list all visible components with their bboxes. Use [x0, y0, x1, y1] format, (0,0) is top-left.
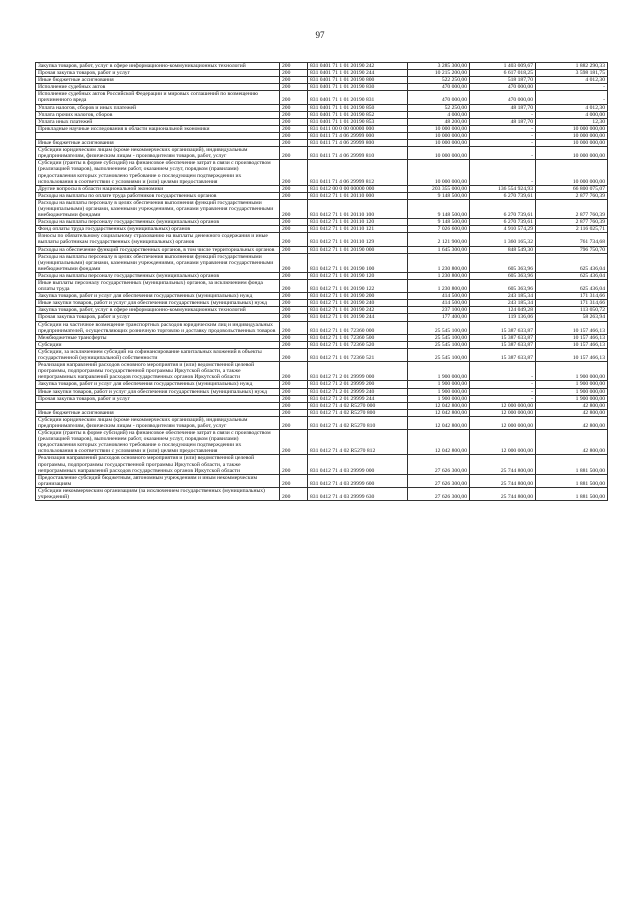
- row-unexecuted-cell: 42 800,00: [536, 430, 608, 455]
- table-row: [36, 132, 608, 139]
- row-executed-cell: 119 136,06: [470, 314, 536, 321]
- row-approved-cell: 12 042 800,00: [408, 430, 470, 455]
- row-executed-cell: -: [470, 111, 536, 118]
- row-code-cell: 200: [280, 233, 308, 246]
- row-code-cell: 200: [280, 416, 308, 429]
- row-approved-cell: 52 250,00: [408, 104, 470, 111]
- row-kbk-cell: 831 0401 71 1 01 20190 244: [308, 70, 408, 77]
- row-unexecuted-cell: 10 000 000,00: [536, 160, 608, 185]
- row-kbk-cell: 831 0412 71 4 03 29999 600: [308, 474, 408, 487]
- row-executed-cell: 25 744 800,00: [470, 487, 536, 500]
- row-name-cell: Субсидии: [36, 341, 280, 348]
- page-number: 97: [315, 30, 325, 40]
- row-unexecuted-cell: 10 157 466,13: [536, 348, 608, 361]
- row-code-cell: 200: [280, 272, 308, 279]
- row-unexecuted-cell: 796 750,70: [536, 246, 608, 253]
- row-code-cell: 200: [280, 140, 308, 147]
- row-approved-cell: 177 400,00: [408, 314, 470, 321]
- row-approved-cell: 1 900 000,00: [408, 362, 470, 381]
- row-unexecuted-cell: 1 900 000,00: [536, 395, 608, 402]
- row-unexecuted-cell: 10 000 000,00: [536, 147, 608, 160]
- row-name-cell: Фонд оплаты труда государственных (муниципальных) органов: [36, 226, 280, 233]
- row-unexecuted-cell: 1 882 290,33: [536, 63, 608, 70]
- row-kbk-cell: 831 0412 71 2 01 29999 200: [308, 381, 408, 388]
- table-row: [36, 487, 608, 500]
- table-row: [36, 272, 608, 279]
- table-row: [36, 185, 608, 192]
- row-approved-cell: 25 545 100,00: [408, 334, 470, 341]
- row-executed-cell: 25 744 800,00: [470, 455, 536, 474]
- row-approved-cell: 1 900 000,00: [408, 381, 470, 388]
- row-code-cell: 200: [280, 185, 308, 192]
- row-unexecuted-cell: 4 012,30: [536, 104, 608, 111]
- table-row: [36, 474, 608, 487]
- row-approved-cell: 27 626 300,00: [408, 487, 470, 500]
- row-kbk-cell: 831 0412 71 1 01 20190 200: [308, 293, 408, 300]
- row-kbk-cell: 831 0412 71 1 01 72360 000: [308, 321, 408, 334]
- row-name-cell: Другие вопросы в области национальной экономики: [36, 185, 280, 192]
- row-approved-cell: 2 121 900,00: [408, 233, 470, 246]
- row-unexecuted-cell: -: [536, 84, 608, 91]
- table-row: [36, 160, 608, 185]
- row-approved-cell: 1 230 800,00: [408, 280, 470, 293]
- row-kbk-cell: 831 0412 71 4 02 R5270 000: [308, 402, 408, 409]
- row-approved-cell: 1 900 000,00: [408, 395, 470, 402]
- row-approved-cell: 1 645 300,00: [408, 246, 470, 253]
- row-executed-cell: -: [470, 160, 536, 185]
- row-unexecuted-cell: 2 877 760,39: [536, 199, 608, 218]
- row-executed-cell: 48 187,70: [470, 118, 536, 125]
- row-unexecuted-cell: 171 314,66: [536, 293, 608, 300]
- row-name-cell: Иные закупки товаров, работ и услуг для обеспечения государственных (муниципальных) нужд: [36, 388, 280, 395]
- table-row: [36, 140, 608, 147]
- row-approved-cell: 414 500,00: [408, 300, 470, 307]
- row-name-cell: Расходы на выплаты по оплате труда работников государственных органов: [36, 192, 280, 199]
- table-row: [36, 321, 608, 334]
- row-approved-cell: 25 545 100,00: [408, 341, 470, 348]
- row-code-cell: 200: [280, 226, 308, 233]
- row-name-cell: Закупка товаров, работ, услуг в сфере информационно-коммуникационных технологий: [36, 63, 280, 70]
- table-row: [36, 125, 608, 132]
- row-kbk-cell: 831 0401 71 1 01 20190 830: [308, 84, 408, 91]
- row-unexecuted-cell: 10 000 000,00: [536, 132, 608, 139]
- row-approved-cell: 27 626 300,00: [408, 474, 470, 487]
- row-unexecuted-cell: 1 881 500,00: [536, 455, 608, 474]
- row-name-cell: Прикладные научные исследования в области национальной экономики: [36, 125, 280, 132]
- row-unexecuted-cell: -: [536, 91, 608, 104]
- row-approved-cell: 9 148 500,00: [408, 199, 470, 218]
- row-name-cell: Иные бюджетные ассигнования: [36, 77, 280, 84]
- row-kbk-cell: 831 0412 71 4 03 29999 630: [308, 487, 408, 500]
- row-approved-cell: 10 000 000,00: [408, 160, 470, 185]
- row-code-cell: 200: [280, 63, 308, 70]
- row-kbk-cell: 831 0401 71 1 01 20190 800: [308, 77, 408, 84]
- row-executed-cell: 605 363,96: [470, 280, 536, 293]
- row-kbk-cell: 831 0401 71 1 01 20190 831: [308, 91, 408, 104]
- table-row: [36, 381, 608, 388]
- row-code-cell: 200: [280, 487, 308, 500]
- row-unexecuted-cell: 113 050,72: [536, 307, 608, 314]
- row-kbk-cell: 831 0401 71 1 01 20190 242: [308, 63, 408, 70]
- row-unexecuted-cell: 10 157 466,13: [536, 321, 608, 334]
- row-approved-cell: 10 000 000,00: [408, 125, 470, 132]
- row-unexecuted-cell: 2 877 760,39: [536, 219, 608, 226]
- row-executed-cell: 470 000,00: [470, 84, 536, 91]
- row-name-cell: Межбюджетные трансферты: [36, 334, 280, 341]
- row-unexecuted-cell: 1 881 500,00: [536, 487, 608, 500]
- row-unexecuted-cell: 4 012,30: [536, 77, 608, 84]
- row-code-cell: 200: [280, 199, 308, 218]
- budget-execution-table: [35, 62, 608, 501]
- row-unexecuted-cell: 4 000,00: [536, 111, 608, 118]
- row-approved-cell: 25 545 100,00: [408, 348, 470, 361]
- row-kbk-cell: 831 0411 71 4 06 29999 800: [308, 140, 408, 147]
- row-kbk-cell: 831 0412 00 0 00 00000 000: [308, 185, 408, 192]
- table-row: [36, 348, 608, 361]
- row-unexecuted-cell: 42 800,00: [536, 409, 608, 416]
- table-row: [36, 416, 608, 429]
- table-row: [36, 334, 608, 341]
- table-row: [36, 84, 608, 91]
- table-row: [36, 362, 608, 381]
- row-code-cell: 200: [280, 474, 308, 487]
- row-executed-cell: 12 000 000,00: [470, 416, 536, 429]
- row-executed-cell: 136 554 924,93: [470, 185, 536, 192]
- row-executed-cell: 48 187,70: [470, 104, 536, 111]
- row-code-cell: 200: [280, 455, 308, 474]
- table-row: [36, 192, 608, 199]
- row-executed-cell: 12 000 000,00: [470, 430, 536, 455]
- row-code-cell: 200: [280, 219, 308, 226]
- row-approved-cell: 522 250,00: [408, 77, 470, 84]
- row-executed-cell: 25 744 800,00: [470, 474, 536, 487]
- row-unexecuted-cell: 1 900 000,00: [536, 388, 608, 395]
- row-executed-cell: 15 387 633,87: [470, 348, 536, 361]
- row-kbk-cell: 831 0412 71 1 01 20110 100: [308, 199, 408, 218]
- row-code-cell: 200: [280, 84, 308, 91]
- row-executed-cell: 605 363,96: [470, 253, 536, 272]
- row-kbk-cell: 831 0412 71 1 01 20190 120: [308, 272, 408, 279]
- row-name-cell: Субсидии на частичное возмещение транспортных расходов юридическим лиц и индивидуальных предпринимателей, осуществляющих розничную торговлю и доставку продовольственных товаров: [36, 321, 280, 334]
- row-name-cell: Субсидии (гранты в форме субсидий) на финансовое обеспечение затрат в связи с производством (реализацией товаров), выполнением работ, оказанием услуг, порядком (правилами) предоставления которых установлено требование о последующем подтверждении их использования в соответствии с условиями и (или) целями предоставления: [36, 430, 280, 455]
- row-executed-cell: 15 387 633,87: [470, 321, 536, 334]
- row-kbk-cell: 831 0412 71 1 01 20110 120: [308, 219, 408, 226]
- row-unexecuted-cell: 10 157 466,13: [536, 341, 608, 348]
- row-name-cell: Субсидии юридическим лицам (кроме некоммерческих организаций), индивидуальным предпринимателям, физическим лицам - производителям товаров, работ, услуг: [36, 147, 280, 160]
- row-executed-cell: 243 185,34: [470, 293, 536, 300]
- row-unexecuted-cell: 625 436,04: [536, 253, 608, 272]
- row-code-cell: 200: [280, 70, 308, 77]
- row-unexecuted-cell: 3 598 181,75: [536, 70, 608, 77]
- table-row: [36, 118, 608, 125]
- row-kbk-cell: 831 0412 71 1 01 72360 500: [308, 334, 408, 341]
- table-row: [36, 219, 608, 226]
- row-code-cell: 200: [280, 307, 308, 314]
- row-name-cell: Закупка товаров, работ и услуг для обеспечения государственных (муниципальных) нужд: [36, 293, 280, 300]
- row-name-cell: [36, 402, 280, 409]
- row-name-cell: Иные закупки товаров, работ и услуг для обеспечения государственных (муниципальных) нужд: [36, 300, 280, 307]
- row-executed-cell: -: [470, 381, 536, 388]
- table-row: [36, 253, 608, 272]
- row-code-cell: 200: [280, 402, 308, 409]
- row-name-cell: Закупка товаров, работ и услуг для обеспечения государственных (муниципальных) нужд: [36, 381, 280, 388]
- row-unexecuted-cell: 10 000 000,00: [536, 140, 608, 147]
- row-code-cell: 200: [280, 293, 308, 300]
- row-unexecuted-cell: 12,30: [536, 118, 608, 125]
- row-name-cell: Расходы на выплаты персоналу в целях обеспечения выполнения функций государственными (муниципальными) органами, казенными учреждениями, органами управления государственными внебюджетными фондами: [36, 253, 280, 272]
- row-executed-cell: 1 403 009,67: [470, 63, 536, 70]
- table-row: [36, 307, 608, 314]
- row-kbk-cell: 831 0412 71 1 01 20110 129: [308, 233, 408, 246]
- table-row: [36, 104, 608, 111]
- row-unexecuted-cell: 42 800,00: [536, 416, 608, 429]
- row-name-cell: Расходы на выплаты персоналу государственных (муниципальных) органов: [36, 272, 280, 279]
- row-executed-cell: 6 270 739,61: [470, 199, 536, 218]
- row-kbk-cell: 831 0412 71 4 02 R5270 800: [308, 409, 408, 416]
- row-executed-cell: 124 049,28: [470, 307, 536, 314]
- row-name-cell: Уплата иных платежей: [36, 118, 280, 125]
- row-kbk-cell: 831 0412 71 1 01 72360 521: [308, 348, 408, 361]
- row-executed-cell: 243 185,34: [470, 300, 536, 307]
- row-executed-cell: 6 270 739,61: [470, 192, 536, 199]
- row-code-cell: 200: [280, 132, 308, 139]
- table-row: [36, 147, 608, 160]
- row-executed-cell: -: [470, 132, 536, 139]
- row-executed-cell: -: [470, 388, 536, 395]
- row-code-cell: 200: [280, 314, 308, 321]
- row-approved-cell: 3 285 300,00: [408, 63, 470, 70]
- row-code-cell: 200: [280, 104, 308, 111]
- table-row: [36, 70, 608, 77]
- row-kbk-cell: 831 0412 71 4 02 R5270 810: [308, 416, 408, 429]
- row-approved-cell: 7 026 600,00: [408, 226, 470, 233]
- row-kbk-cell: 831 0412 71 2 01 29999 244: [308, 395, 408, 402]
- table-row: [36, 293, 608, 300]
- row-name-cell: Субсидии юридическим лицам (кроме некоммерческих организаций), индивидуальным предпринимателям, физическим лицам - производителям товаров, работ, услуг: [36, 416, 280, 429]
- row-code-cell: 200: [280, 348, 308, 361]
- table-row: [36, 300, 608, 307]
- row-executed-cell: -: [470, 125, 536, 132]
- table-row: [36, 91, 608, 104]
- row-code-cell: 200: [280, 91, 308, 104]
- row-name-cell: Субсидии (гранты в форме субсидий) на финансовое обеспечение затрат в связи с производством (реализацией товаров), выполнением работ, оказанием услуг, порядком (правилами) предоставления которых установлено требование о последующем подтверждении их использования в соответствии с условиями и (или) целями предоставления: [36, 160, 280, 185]
- row-approved-cell: 9 148 500,00: [408, 192, 470, 199]
- row-approved-cell: 203 355 000,00: [408, 185, 470, 192]
- row-executed-cell: -: [470, 140, 536, 147]
- row-approved-cell: 4 000,00: [408, 111, 470, 118]
- row-approved-cell: 12 042 800,00: [408, 416, 470, 429]
- row-unexecuted-cell: 171 314,66: [536, 300, 608, 307]
- row-unexecuted-cell: 10 157 466,13: [536, 334, 608, 341]
- table-row: [36, 111, 608, 118]
- row-approved-cell: 9 148 500,00: [408, 219, 470, 226]
- row-name-cell: Уплата налогов, сборов и иных платежей: [36, 104, 280, 111]
- row-kbk-cell: 831 0412 71 1 01 72360 520: [308, 341, 408, 348]
- row-code-cell: 200: [280, 409, 308, 416]
- row-kbk-cell: 831 0412 71 1 01 20190 100: [308, 253, 408, 272]
- row-approved-cell: 12 042 800,00: [408, 402, 470, 409]
- table-row: [36, 246, 608, 253]
- row-code-cell: 200: [280, 118, 308, 125]
- table-row: [36, 402, 608, 409]
- row-kbk-cell: 831 0412 71 1 01 20190 242: [308, 307, 408, 314]
- row-approved-cell: 10 215 200,00: [408, 70, 470, 77]
- table-row: [36, 455, 608, 474]
- row-executed-cell: -: [470, 395, 536, 402]
- row-approved-cell: 414 500,00: [408, 293, 470, 300]
- row-approved-cell: 12 042 800,00: [408, 409, 470, 416]
- row-kbk-cell: 831 0412 71 4 03 29999 000: [308, 455, 408, 474]
- row-approved-cell: 470 000,00: [408, 84, 470, 91]
- row-approved-cell: 1 230 800,00: [408, 253, 470, 272]
- table-row: [36, 314, 608, 321]
- row-name-cell: Расходы на выплаты персоналу в целях обеспечения выполнения функций государственными (муниципальными) органами, казенными учреждениями, органами управления государственными внебюджетными фондами: [36, 199, 280, 218]
- row-executed-cell: 15 387 633,87: [470, 334, 536, 341]
- row-unexecuted-cell: 2 877 760,39: [536, 192, 608, 199]
- row-kbk-cell: 831 0412 71 1 01 20110 121: [308, 226, 408, 233]
- table-row: [36, 280, 608, 293]
- row-code-cell: 200: [280, 246, 308, 253]
- table-row: [36, 63, 608, 70]
- row-name-cell: Иные бюджетные ассигнования: [36, 140, 280, 147]
- row-executed-cell: 518 187,70: [470, 77, 536, 84]
- row-executed-cell: 6 617 018,25: [470, 70, 536, 77]
- row-unexecuted-cell: 625 436,04: [536, 280, 608, 293]
- row-approved-cell: 48 200,00: [408, 118, 470, 125]
- row-approved-cell: 1 230 800,00: [408, 272, 470, 279]
- row-code-cell: 200: [280, 381, 308, 388]
- row-executed-cell: 6 270 739,61: [470, 219, 536, 226]
- row-code-cell: 200: [280, 395, 308, 402]
- row-name-cell: Взносы по обязательному социальному страхованию на выплаты денежного содержания и иные выплаты работникам государственных (муниципальных) органов: [36, 233, 280, 246]
- row-name-cell: Реализация направлений расходов основного мероприятия и (или) ведомственной целевой программы, подпрограммы государственной программы Иркутской области, а также непрограммных направлений расходов государственных органов Иркутской области: [36, 455, 280, 474]
- row-approved-cell: 10 000 000,00: [408, 140, 470, 147]
- table-row: [36, 341, 608, 348]
- row-approved-cell: 1 900 000,00: [408, 388, 470, 395]
- row-name-cell: Субсидии некоммерческим организациям (за исключением государственных (муниципальных) учреждений): [36, 487, 280, 500]
- row-unexecuted-cell: 2 116 025,71: [536, 226, 608, 233]
- row-name-cell: Закупка товаров, работ, услуг в сфере информационно-коммуникационных технологий: [36, 307, 280, 314]
- row-approved-cell: 10 000 000,00: [408, 132, 470, 139]
- row-approved-cell: 10 000 000,00: [408, 147, 470, 160]
- row-unexecuted-cell: 58 263,94: [536, 314, 608, 321]
- row-kbk-cell: 831 0412 71 1 01 20190 000: [308, 246, 408, 253]
- row-code-cell: 200: [280, 362, 308, 381]
- table-row: [36, 430, 608, 455]
- row-kbk-cell: 831 0412 71 4 02 R5270 812: [308, 430, 408, 455]
- row-name-cell: Прочая закупка товаров, работ и услуг: [36, 395, 280, 402]
- row-executed-cell: 12 000 000,00: [470, 409, 536, 416]
- row-kbk-cell: 831 0411 00 0 00 00000 000: [308, 125, 408, 132]
- row-name-cell: Исполнение судебных актов Российской Федерации и мировых соглашений по возмещению причиненного вреда: [36, 91, 280, 104]
- row-unexecuted-cell: 1 900 000,00: [536, 362, 608, 381]
- row-code-cell: 200: [280, 430, 308, 455]
- row-name-cell: Субсидии, за исключением субсидий на софинансирование капитальных вложений в объекты государственной (муниципальной) собственности: [36, 348, 280, 361]
- row-approved-cell: 25 545 100,00: [408, 321, 470, 334]
- table-row: [36, 395, 608, 402]
- row-name-cell: Прочая закупка товаров, работ и услуг: [36, 70, 280, 77]
- table-body: [36, 63, 608, 501]
- table-row: [36, 199, 608, 218]
- table-row: [36, 388, 608, 395]
- table-row: [36, 409, 608, 416]
- row-kbk-cell: 831 0412 71 1 01 20190 122: [308, 280, 408, 293]
- row-code-cell: 200: [280, 334, 308, 341]
- row-code-cell: 200: [280, 160, 308, 185]
- row-kbk-cell: 831 0401 71 1 01 20190 853: [308, 118, 408, 125]
- row-unexecuted-cell: 42 800,00: [536, 402, 608, 409]
- row-kbk-cell: 831 0411 71 4 06 29999 000: [308, 132, 408, 139]
- row-executed-cell: -: [470, 362, 536, 381]
- row-code-cell: 200: [280, 253, 308, 272]
- row-kbk-cell: 831 0412 71 1 01 20190 240: [308, 300, 408, 307]
- table-row: [36, 226, 608, 233]
- row-name-cell: Расходы на выплаты персоналу государственных (муниципальных) органов: [36, 219, 280, 226]
- row-executed-cell: 15 387 633,87: [470, 341, 536, 348]
- row-name-cell: Иные бюджетные ассигнования: [36, 409, 280, 416]
- row-approved-cell: 237 100,00: [408, 307, 470, 314]
- row-code-cell: 200: [280, 388, 308, 395]
- row-executed-cell: 4 910 574,29: [470, 226, 536, 233]
- row-code-cell: 200: [280, 280, 308, 293]
- row-name-cell: Прочая закупка товаров, работ и услуг: [36, 314, 280, 321]
- row-executed-cell: 605 363,96: [470, 272, 536, 279]
- table-row: [36, 77, 608, 84]
- row-name-cell: Уплата прочих налогов, сборов: [36, 111, 280, 118]
- row-code-cell: 200: [280, 341, 308, 348]
- row-approved-cell: 470 000,00: [408, 91, 470, 104]
- row-unexecuted-cell: 625 436,04: [536, 272, 608, 279]
- row-name-cell: Расходы на обеспечение функций государственных органов, в том числе территориальных органов: [36, 246, 280, 253]
- row-code-cell: 200: [280, 147, 308, 160]
- row-kbk-cell: 831 0412 71 1 01 20190 244: [308, 314, 408, 321]
- row-approved-cell: 27 626 300,00: [408, 455, 470, 474]
- row-code-cell: 200: [280, 77, 308, 84]
- row-code-cell: 200: [280, 321, 308, 334]
- row-executed-cell: 470 000,00: [470, 91, 536, 104]
- row-unexecuted-cell: 10 000 000,00: [536, 125, 608, 132]
- row-code-cell: 200: [280, 111, 308, 118]
- row-name-cell: [36, 132, 280, 139]
- row-kbk-cell: 831 0401 71 1 01 20190 850: [308, 104, 408, 111]
- row-unexecuted-cell: 1 881 500,00: [536, 474, 608, 487]
- row-kbk-cell: 831 0412 71 1 01 20110 000: [308, 192, 408, 199]
- row-name-cell: Реализация направлений расходов основного мероприятия и (или) ведомственной целевой программы, подпрограммы государственной программы Иркутской области, а также непрограммных направлений расходов государственных органов Иркутской области: [36, 362, 280, 381]
- row-code-cell: 200: [280, 125, 308, 132]
- row-unexecuted-cell: 66 800 075,07: [536, 185, 608, 192]
- row-unexecuted-cell: 1 900 000,00: [536, 381, 608, 388]
- row-executed-cell: 1 360 165,32: [470, 233, 536, 246]
- row-unexecuted-cell: 761 734,68: [536, 233, 608, 246]
- row-kbk-cell: 831 0412 71 2 01 29999 000: [308, 362, 408, 381]
- row-kbk-cell: 831 0401 71 1 01 20190 852: [308, 111, 408, 118]
- row-code-cell: 200: [280, 192, 308, 199]
- row-executed-cell: 848 549,30: [470, 246, 536, 253]
- table-row: [36, 233, 608, 246]
- row-executed-cell: -: [470, 147, 536, 160]
- row-kbk-cell: 831 0411 71 4 06 29999 810: [308, 147, 408, 160]
- row-kbk-cell: 831 0411 71 4 06 29999 812: [308, 160, 408, 185]
- row-name-cell: Иные выплаты персоналу государственных (муниципальных) органов, за исключением фонда оплаты труда: [36, 280, 280, 293]
- row-kbk-cell: 831 0412 71 2 01 29999 240: [308, 388, 408, 395]
- row-code-cell: 200: [280, 300, 308, 307]
- row-name-cell: Исполнение судебных актов: [36, 84, 280, 91]
- row-executed-cell: 12 000 000,00: [470, 402, 536, 409]
- row-name-cell: Предоставление субсидий бюджетным, автономным учреждениям и иным некоммерческим организациям: [36, 474, 280, 487]
